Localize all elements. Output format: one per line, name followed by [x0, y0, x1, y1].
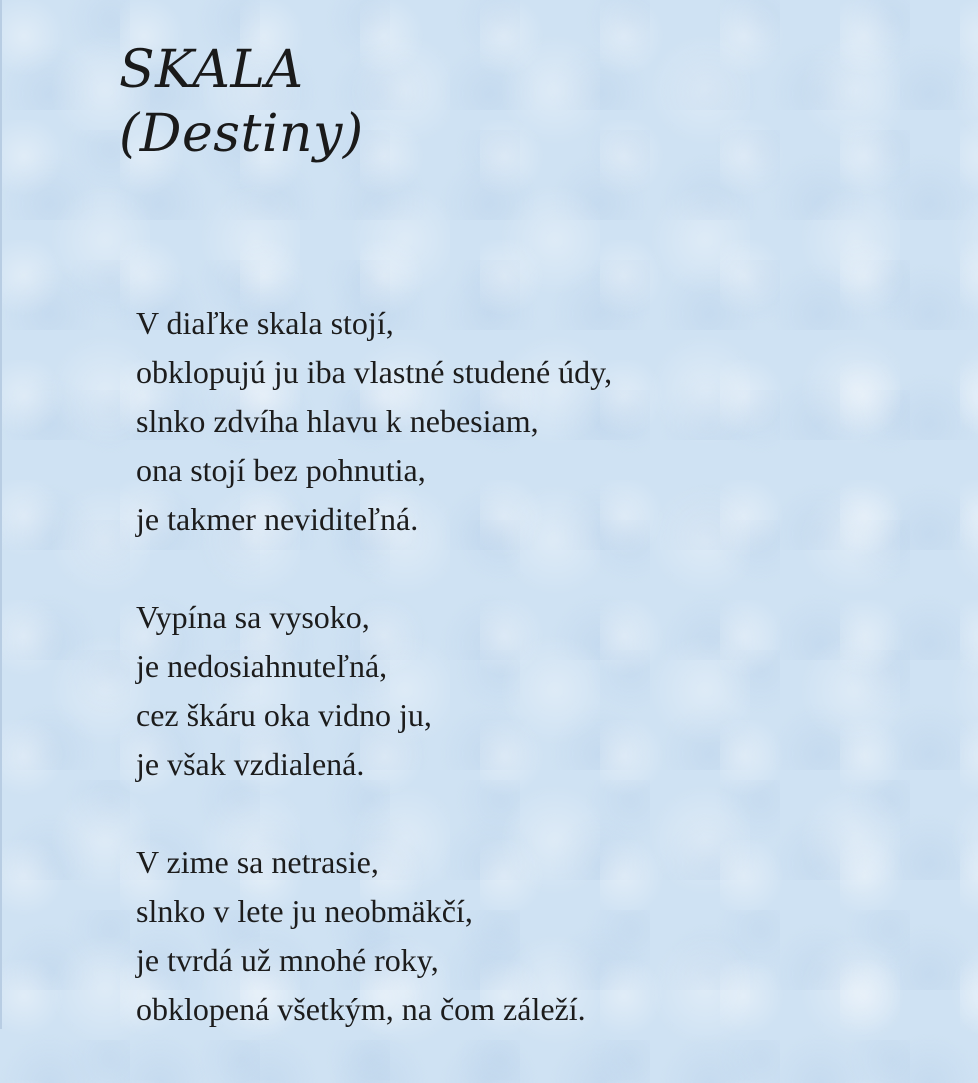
verse-line: slnko zdvíha hlavu k nebesiam, [136, 403, 539, 439]
poem-title [119, 38, 364, 166]
verse-line: obklopujú ju iba vlastné studené údy, [136, 354, 613, 390]
poem-body [136, 299, 612, 1083]
verse-line: ona stojí bez pohnutia, [136, 452, 426, 488]
verse-line: obklopená všetkým, na čom záleží. [136, 991, 586, 1027]
stanza-3 [136, 838, 612, 1034]
verse-line: je nedosiahnuteľná, [136, 648, 388, 684]
verse-line: je tvrdá už mnohé roky, [136, 942, 439, 978]
verse-line: Vypína sa vysoko, [136, 599, 370, 635]
verse-line: slnko v lete ju neobmäkčí, [136, 893, 473, 929]
verse-line: je takmer neviditeľná. [136, 501, 419, 537]
verse-line: cez škáru oka vidno ju, [136, 697, 432, 733]
title-main: SKALA [119, 40, 304, 100]
stanza-1 [136, 299, 612, 544]
title-subtitle: (Destiny) [119, 104, 364, 164]
verse-line: V diaľke skala stojí, [136, 305, 394, 341]
verse-line: je však vzdialená. [136, 746, 365, 782]
verse-line: V zime sa netrasie, [136, 844, 379, 880]
stanza-2 [136, 593, 612, 789]
